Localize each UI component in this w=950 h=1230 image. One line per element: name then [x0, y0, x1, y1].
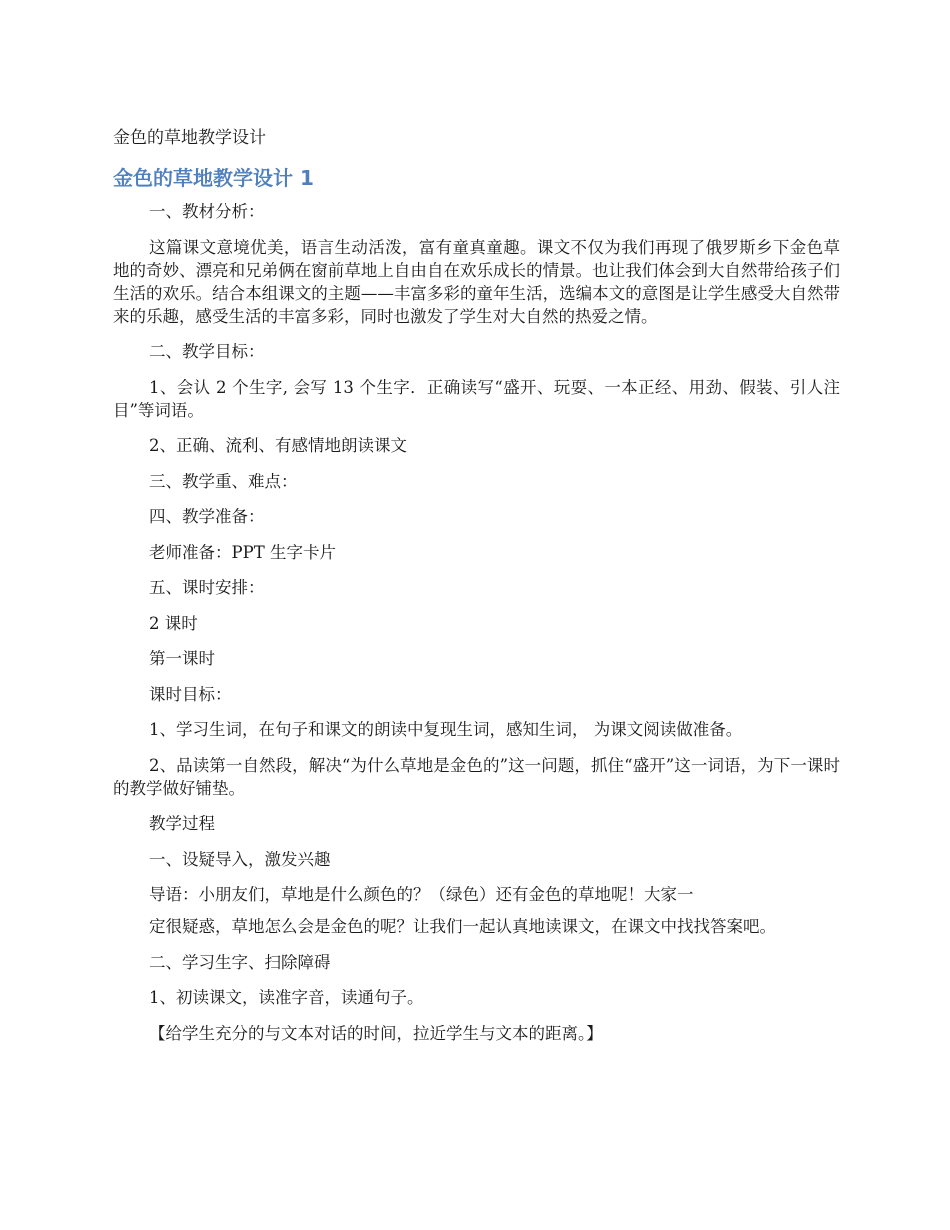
paragraph-teacher-preparation: 老师准备：PPT 生字卡片 — [149, 542, 336, 562]
paragraph-intro-speech: 导语：小朋友们，草地是什么颜色的？（绿色）还有金色的草地呢！大家一 — [149, 885, 694, 904]
paragraph-first-reading: 1、初读课文，读准字音，读通句子。 — [149, 988, 424, 1007]
paragraph-first-lesson: 第一课时 — [149, 649, 215, 668]
document-body — [113, 200, 840, 1045]
document-title: 金色的草地教学设计 — [113, 128, 266, 148]
paragraph-lesson-goal-2: 2、品读第一自然段，解决“为什么草地是金色的”这一问题，抓住“盛开”这一词语，为下一课时的教学做好铺垫。 — [113, 755, 840, 798]
paragraph-lesson-goal-1: 1、学习生词，在句子和课文的朗读中复现生词，感知生词， 为课文阅读做准备。 — [149, 720, 743, 739]
paragraph-new-words-heading: 二、学习生字、扫除障碍 — [149, 952, 331, 972]
paragraph-introduction-heading: 一、设疑导入，激发兴趣 — [149, 849, 331, 869]
paragraph-material-analysis: 这篇课文意境优美，语言生动活泼，富有童真童趣。课文不仅为我们再现了俄罗斯乡下金色草地的奇妙、漂亮和兄弟俩在窗前草地上自由自在欢乐成长的情景。也让我们体会到大自然带给孩子们生活的欢乐。结合本组课文的主题——丰富多彩的童年生活，选编本文的意图是让学生感受大自然带来的乐趣，感受生活的丰富多彩，同时也激发了学生对大自然的热爱之情。 — [113, 237, 840, 326]
paragraph-key-points-heading: 三、教学重、难点： — [149, 471, 298, 491]
paragraph-teaching-material-heading: 一、教材分析： — [149, 202, 265, 221]
paragraph-goal-1: 1、会认 2 个生字, 会写 13 个生字．正确读写“盛开、玩耍、一本正经、用劲、假装、引人注目”等词语。 — [113, 377, 840, 420]
paragraph-teaching-goals-heading: 二、教学目标： — [149, 342, 265, 361]
paragraph-schedule-heading: 五、课时安排： — [149, 578, 265, 597]
paragraph-teaching-process: 教学过程 — [149, 814, 215, 833]
section-heading: 金色的草地教学设计 1 — [113, 166, 314, 190]
paragraph-preparation-heading: 四、教学准备： — [149, 507, 265, 526]
paragraph-teaching-note: 【给学生充分的与文本对话的时间，拉近学生与文本的距离。】 — [149, 1023, 603, 1043]
paragraph-intro-speech-continued: 定很疑惑，草地怎么会是金色的呢？让我们一起认真地读课文，在课文中找找答案吧。 — [149, 917, 776, 936]
paragraph-lesson-goals-heading: 课时目标： — [149, 684, 232, 704]
paragraph-goal-2: 2、正确、流利、有感情地朗读课文 — [149, 436, 407, 455]
paragraph-class-hours: 2 课时 — [149, 613, 198, 633]
